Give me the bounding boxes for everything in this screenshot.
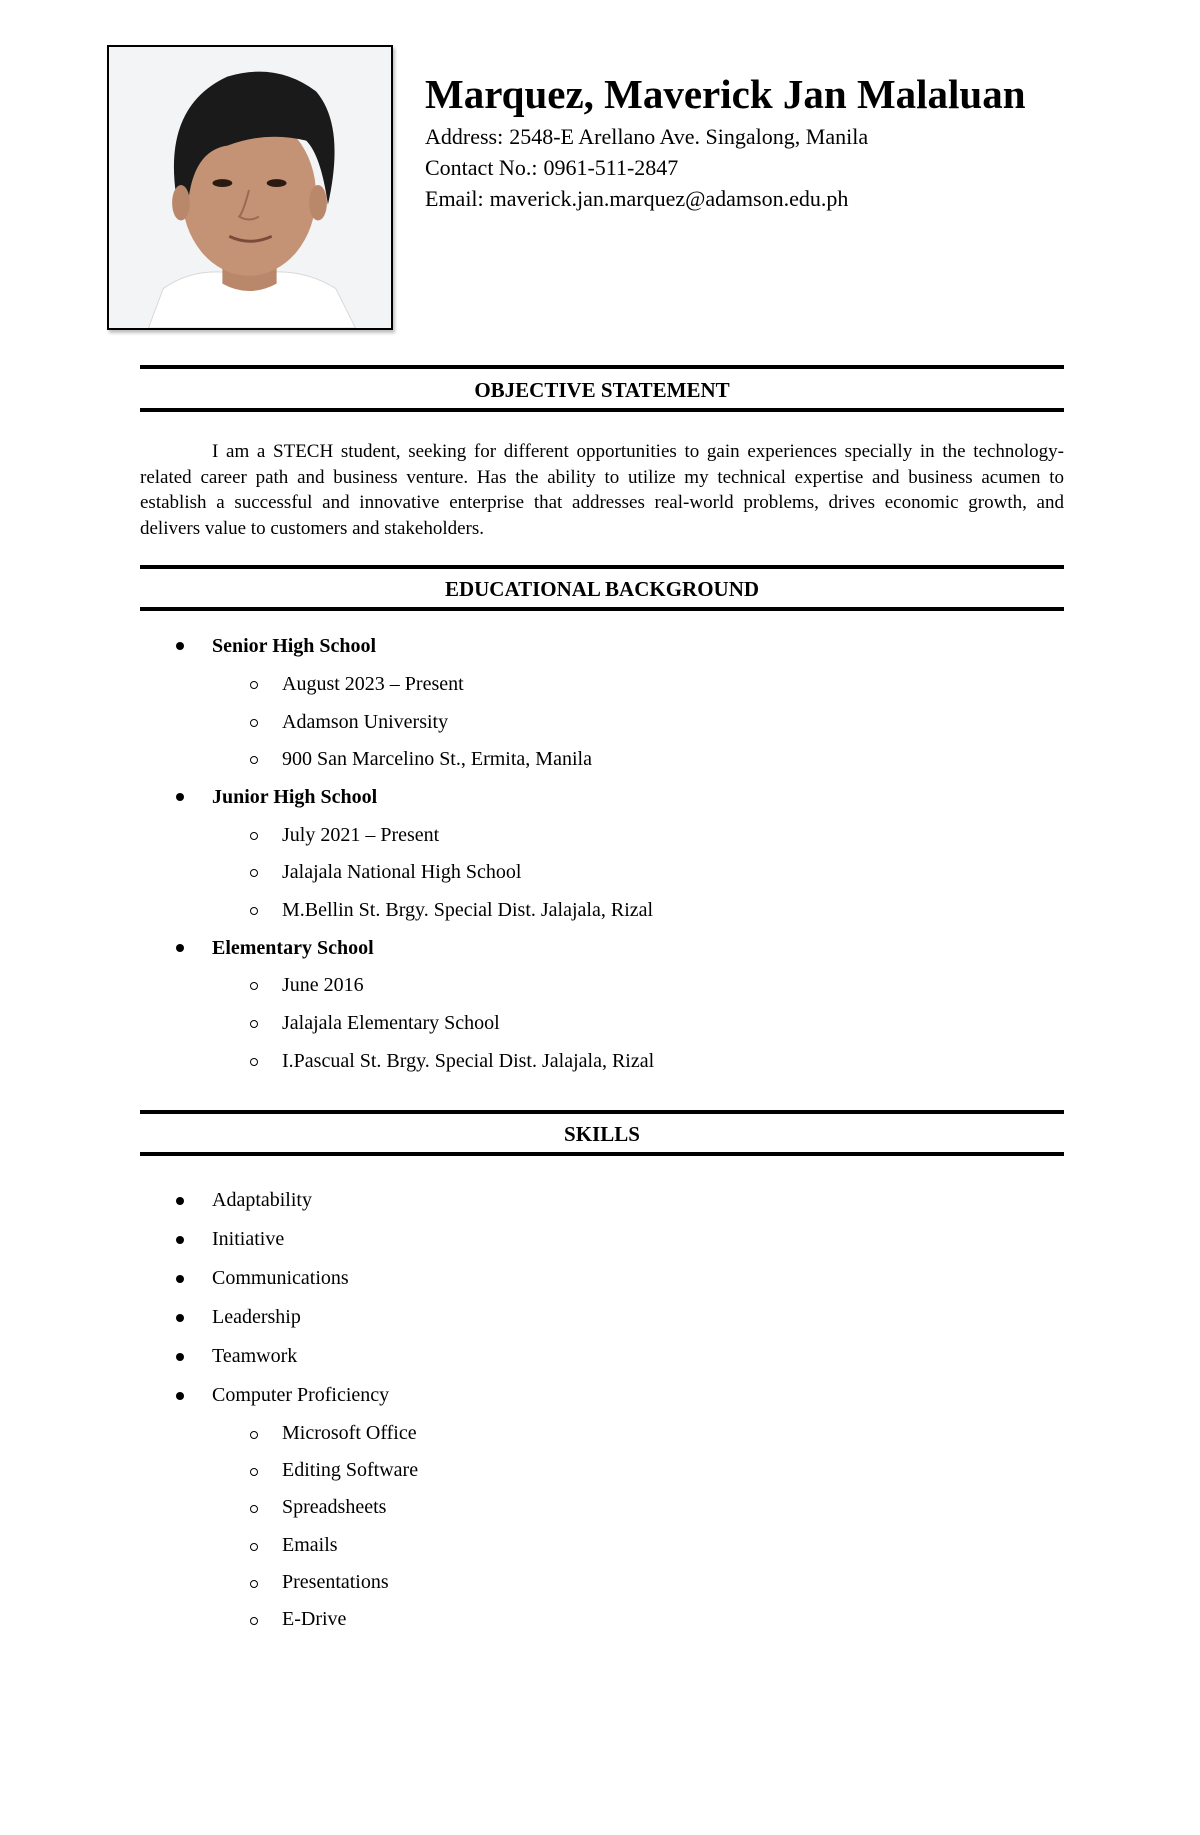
education-level: Junior High School: [212, 786, 378, 808]
list-bullet: [176, 944, 184, 952]
education-detail: June 2016: [282, 974, 364, 996]
candidate-name: Marquez, Maverick Jan Malaluan: [425, 71, 1026, 117]
list-sub-bullet: [250, 756, 258, 764]
education-level: Senior High School: [212, 635, 377, 657]
address-line: [425, 124, 868, 150]
education-detail: July 2021 – Present: [282, 824, 440, 846]
list-bullet: [176, 1236, 184, 1244]
objective-text: I am a STECH student, seeking for different opportunities to gain experiences specially in the technology-related career path and business venture. Has the ability to utilize my technical expertise and business acumen to establish a successful and innovative enterprise that addresses real-world problems, drives economic growth, and delivers value to customers and stakeholders.: [140, 441, 1064, 539]
profile-photo: [107, 45, 393, 330]
section-rule-bottom: [140, 607, 1064, 611]
list-bullet: [176, 793, 184, 801]
skill-item: Adaptability: [212, 1189, 312, 1211]
section-rule-top: [140, 1110, 1064, 1114]
list-sub-bullet: [250, 681, 258, 689]
list-sub-bullet: [250, 1543, 258, 1551]
skill-subitem: Microsoft Office: [282, 1422, 417, 1444]
skill-item: Communications: [212, 1267, 349, 1289]
list-bullet: [176, 642, 184, 650]
skill-item: Teamwork: [212, 1345, 298, 1367]
email-value: maverick.jan.marquez@adamson.edu.ph: [489, 186, 849, 211]
list-bullet: [176, 1275, 184, 1283]
list-sub-bullet: [250, 1580, 258, 1588]
education-detail: 900 San Marcelino St., Ermita, Manila: [282, 748, 592, 770]
address-label: Address:: [425, 124, 504, 149]
section-rule-top: [140, 565, 1064, 569]
skill-subitem: Spreadsheets: [282, 1496, 387, 1518]
skills-title: SKILLS: [564, 1122, 640, 1146]
list-sub-bullet: [250, 719, 258, 727]
education-title: EDUCATIONAL BACKGROUND: [444, 577, 760, 601]
education-detail: Adamson University: [282, 711, 449, 733]
list-sub-bullet: [250, 1431, 258, 1439]
list-sub-bullet: [250, 982, 258, 990]
education-detail: M.Bellin St. Brgy. Special Dist. Jalajala, Rizal: [282, 899, 654, 921]
education-detail: August 2023 – Present: [282, 673, 464, 695]
list-sub-bullet: [250, 1505, 258, 1513]
skill-item: Leadership: [212, 1306, 301, 1328]
list-sub-bullet: [250, 907, 258, 915]
list-bullet: [176, 1197, 184, 1205]
education-level: Elementary School: [212, 937, 374, 959]
list-sub-bullet: [250, 1058, 258, 1066]
skill-subitem: Presentations: [282, 1571, 389, 1593]
education-detail: Jalajala Elementary School: [282, 1012, 500, 1034]
list-sub-bullet: [250, 1617, 258, 1625]
email-line: [425, 186, 848, 212]
contact-label: Contact No.:: [425, 155, 538, 180]
list-bullet: [176, 1392, 184, 1400]
section-rule-bottom: [140, 408, 1064, 412]
skill-item: Computer Proficiency: [212, 1384, 390, 1406]
list-bullet: [176, 1353, 184, 1361]
list-sub-bullet: [250, 869, 258, 877]
list-sub-bullet: [250, 1020, 258, 1028]
contact-value: 0961-511-2847: [543, 155, 679, 180]
email-label: Email:: [425, 186, 484, 211]
section-rule-top: [140, 365, 1064, 369]
address-value: 2548-E Arellano Ave. Singalong, Manila: [509, 124, 869, 149]
objective-title: OBJECTIVE STATEMENT: [474, 378, 730, 402]
list-bullet: [176, 1314, 184, 1322]
contact-line: [425, 155, 678, 181]
education-detail: Jalajala National High School: [282, 861, 522, 883]
skill-item: Initiative: [212, 1228, 285, 1250]
skill-subitem: Editing Software: [282, 1459, 419, 1481]
skill-subitem: E-Drive: [282, 1608, 347, 1630]
list-sub-bullet: [250, 832, 258, 840]
education-detail: I.Pascual St. Brgy. Special Dist. Jalajala, Rizal: [282, 1050, 655, 1072]
section-rule-bottom: [140, 1152, 1064, 1156]
skill-subitem: Emails: [282, 1534, 338, 1556]
list-sub-bullet: [250, 1468, 258, 1476]
